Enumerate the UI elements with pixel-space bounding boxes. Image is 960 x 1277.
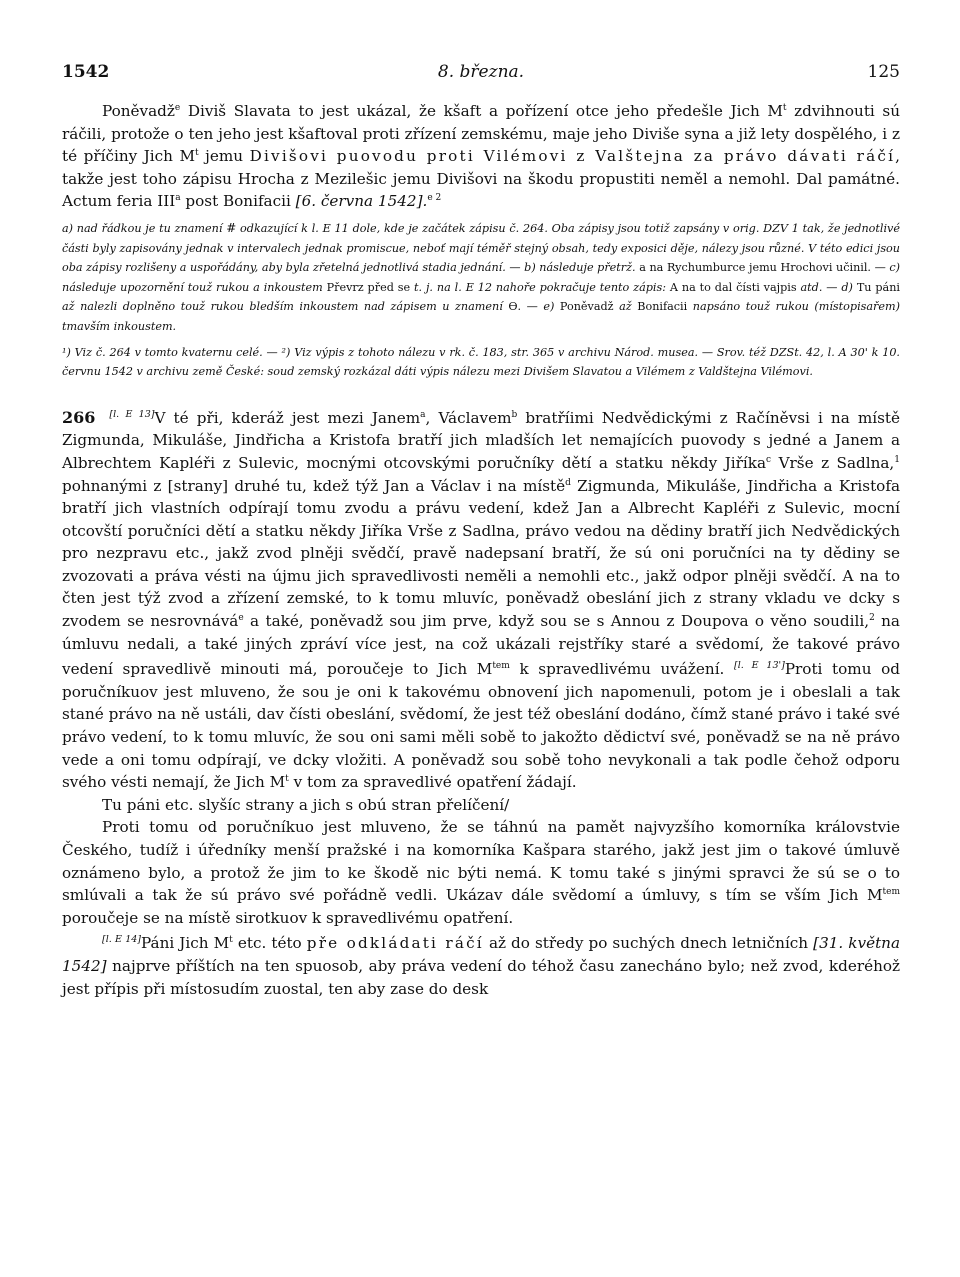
note-text: Bonifacii [631,300,693,314]
note-mark: b [511,409,518,420]
paragraph-intro [62,100,900,213]
note-mark: tem [882,887,900,898]
note-text: — c) následuje upozornění touž rukou a inkoustem [62,261,900,294]
text: , Václavem [425,408,512,427]
note-text: a) nad řádkou je tu znamení [62,221,223,235]
date-bracket: [6. června 1542]. [295,192,428,211]
note-text: A na to dal čísti vajpis [666,280,801,294]
page-header [62,62,900,88]
note-text: Tu páni [852,280,901,294]
note-text: ϴ. [502,300,527,314]
note-text: atd. — d) [800,280,853,294]
text: Proti tomu od poručníkuov jest mluveno, že sou je oni k takovému obnovení jich napomenuli, potom je i obeslali a tak stané právo na ně ustáli, dav čísti obeslání, svědomí, že jest též obeslání dodáno, čímž stané právo i také své právo vedení, to k tomu mluvíc, že sou oni sami měli sobě to jakožto dědictví své, poněvadž se na ně právo vede a oni tomu odpírají, ve dcky vložiti. A poněvadž sou sobě toho nevykonali a tak podle čehož odporu svého vésti nemají, že Jich M [62,660,900,792]
text: Vrše z Sadlna, [771,453,895,472]
folio-marker: [l. E 13] [109,408,155,420]
note-mark: d [565,477,571,488]
folio-marker: [l. E 13'] [734,660,785,672]
note-mark: e [174,102,181,113]
paragraph-court [62,794,900,817]
text: Diviš Slavata to jest ukázal, že kšaft a pořízení otce jeho předešle Jich M [180,102,783,120]
spaced-text: pře odkládati ráčí [306,934,484,953]
note-mark: c [766,454,772,465]
text: poroučeje se na místě sirotkuov k spravedlivému opatření. [62,908,514,927]
note-mark: tem [492,661,510,672]
text: a také, poněvadž sou jim prve, když sou se s Annou z Doupova o věno soudili, [243,612,870,631]
footnotes: ¹) Viz č. 264 v tomto kvaternu celé. — ²) Viz výpis z tohoto nálezu v rk. č. 183, str. 365 v archivu Národ. musea. — Srov. též DZSt. 42, l. A 30' k 10. červnu 1542 v archivu země České: soud zemský rozkázal dáti výpis nálezu mezi Divišem Slavatou a Vilémem z Valdštejna Vilémovi. [62,345,900,379]
note-text: — e) [526,300,555,314]
note-mark: e 2 [427,193,442,204]
critical-notes [62,219,900,337]
note-mark: 1 [894,454,900,465]
note-mark: t [285,774,289,785]
hash-mark-icon: # [226,220,237,235]
paragraph-response [62,816,900,929]
entry-266 [62,404,900,794]
text: Zigmunda, Mikuláše, Jindřicha a Kristofa bratří jich vlastních odpírají tomu zvodu a právu vedení, kdež Jan a Albrecht Kapléři z Sulevic, mocní otcovští poručníci dětí a statku někdy Jiříka Vrše z Sadlna, právo vedou na dědiny bratří jich Nedvědických pro nezpravu etc., jakž zvod plněji svědčí, pravě nadepsaní bratří, že sú oni poručníci na ty dědiny se zvozovati a práva vésti na újmu jich spravedlivosti neměli a nemohli etc., jakž odpor plněji svědčí. A na to čten jest týž zvod a zřízení zemské, to k tomu mluvíc, poněvadž obeslání jich z strany vkladu ve dcky s zvodem se nesrovnává [62,476,901,631]
page-number-right: 125 [867,62,900,82]
text: V té při, kderáž jest mezi Janem [154,408,421,427]
note-mark: 2 [869,613,875,623]
note-mark: a [420,409,426,420]
entry-number: 266 [62,407,96,427]
text: jemu [198,147,250,166]
text: k spravedlivému uvážení. [509,660,725,679]
note-text: až nalezli doplněno touž rukou bledším inkoustem nad zápisem u znamení [62,300,503,314]
note-mark: t [229,935,233,946]
note-text: Převrz před se [322,280,415,294]
text: na úmluvu nedali, a také jiných zpráví více jest, na což ukázali rejstříky staré a svědomí, že takové právo vedení spravedlivě minouti má, poroučeje to Jich M [62,612,900,679]
note-mark: e [238,613,244,623]
text: až do středy po suchých dnech letničních [483,934,814,953]
text: najprve příštích na ten spuosob, aby práva vedení do téhož času zanecháno bylo; než zvod, kderéhož jest přípis při místosudím zuostal, ten aby zase do desk [62,956,900,998]
note-text: t. j. na l. E 12 nahoře pokračuje tento zápis: [414,280,667,294]
text: v tom za spravedlivé opatření žádají. [288,773,577,792]
text: zdvihnouti sú ráčili, protože o ten jeho jest kšaftoval proti zřízení zemskému, maje jeho Diviše syna a již lety dospělého, i z té příčiny Jich M [62,102,900,166]
note-mark: a [175,193,181,204]
text: post Bonifacii [180,192,296,211]
text: / [504,795,510,814]
page-date: 8. března. [437,62,525,82]
note-text: napsáno touž rukou (místopisařem) tmavším inkoustem. [62,300,900,333]
text: pohnanými z [strany] druhé tu, kdež týž Jan a Václav i na místě [62,476,566,495]
paragraph-ruling [62,929,900,1000]
text: Páni Jich M [141,934,230,953]
note-text: až [619,300,632,314]
text: etc. této [232,934,307,953]
folio-marker: [l. E 14] [102,934,142,946]
spaced-text: Divišovi puovodu proti Vilémovi z Valštejna za právo dávati ráčí [249,147,896,166]
note-mark: t [782,102,787,113]
text: Tu páni etc. slyšíc strany a jich s obú stran přelíčení [102,795,505,814]
note-text: a na Rychumburce jemu Hrochovi učinil. [635,261,875,275]
text: , takže jest toho zápisu Hrocha z Mezilešic jemu Divišovi na škodu propustiti neměl a nemohl. Dal památné. Actum feria III [62,147,900,211]
page-number-left: 1542 [62,62,110,82]
text: Proti tomu od poručníkuo jest mluveno, že se táhnú na pamět najvyzšího komorníka královstvie Českého, tudíž i úředníky menší pražské i na komorníka Kašpara starého, jakž jest jim o takové úmluvě oznámeno bylo, a protož že jim to ke škodě nic býti nemá. K tomu také s jinými spravci že sú se o to smlúvali a tak že sú právo své pořádně vedli. Ukázav dále svědomí a úmluvy, s tím se vším Jich M [62,818,900,905]
text: Poněvadž [102,102,175,120]
date-bracket: [31. května 1542] [62,934,901,975]
text: bratříimi Nedvědickými z Račíněvsi i na místě Zigmunda, Mikuláše, Jindřicha a Kristofa bratří jich mladších let nemajících puovody s jedné a Janem a Albrechtem Kapléři z Sulevic, mocnými otcovskými poručníky dětí a statku někdy Jiříka [62,408,900,472]
note-text: Poněvadž [554,300,620,314]
note-text: odkazující k l. E 11 dole, kde je začátek zápisu č. 264. Oba zápisy jsou totiž zapsány v orig. DZV 1 tak, že jednotlivé části byly zapisovány jednak v intervalech jednak promiscue, neboť mají téměř stejný obsah, tedy exposici děje, nálezy jsou různé. V této edici jsou oba zápisy rozlišeny a uspořádány, aby byla zřetelná jednotlivá stadia jednání. — b) následuje přetrž. [62,221,900,275]
page [62,62,900,1000]
note-mark: t [195,148,199,159]
